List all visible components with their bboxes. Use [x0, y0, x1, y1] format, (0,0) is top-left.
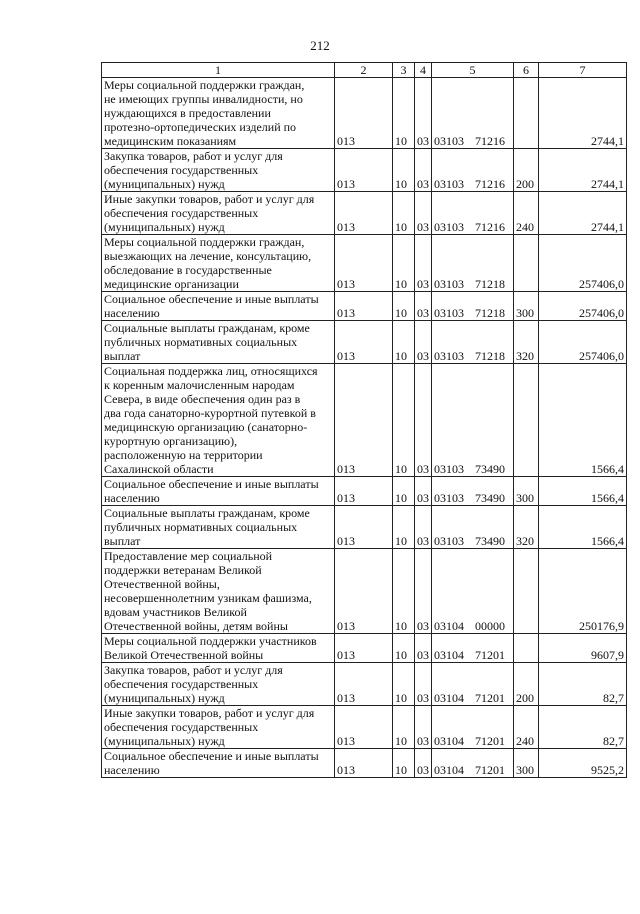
- table-row: [102, 749, 627, 778]
- table-row: [102, 663, 627, 706]
- section-code-cell: 10: [393, 663, 415, 706]
- table-row: [102, 634, 627, 663]
- grbs-code-cell: 013: [335, 292, 393, 321]
- header-cell: 3: [393, 63, 415, 78]
- grbs-code-cell: 013: [335, 78, 393, 149]
- table-row: [102, 477, 627, 506]
- subsection-code-cell: 03: [415, 634, 432, 663]
- expense-type-cell: 240: [514, 192, 539, 235]
- expense-name-cell: Социальное обеспечение и иные выплаты населению: [102, 749, 335, 778]
- table-row: [102, 706, 627, 749]
- amount-cell: 250176,9: [539, 549, 627, 634]
- subsection-code-cell: 03: [415, 292, 432, 321]
- subsection-code-cell: 03: [415, 78, 432, 149]
- expense-type-cell: [514, 78, 539, 149]
- amount-cell: 82,7: [539, 663, 627, 706]
- subsection-code-cell: 03: [415, 477, 432, 506]
- grbs-code-cell: 013: [335, 506, 393, 549]
- amount-cell: 9525,2: [539, 749, 627, 778]
- expense-name-cell: Социальные выплаты гражданам, кроме публичных нормативных социальных выплат: [102, 321, 335, 364]
- expense-type-cell: [514, 364, 539, 477]
- amount-cell: 257406,0: [539, 235, 627, 292]
- expense-type-cell: 320: [514, 506, 539, 549]
- expense-type-cell: 300: [514, 749, 539, 778]
- table-row: [102, 549, 627, 634]
- subsection-code-cell: 03: [415, 663, 432, 706]
- subsection-code-cell: 03: [415, 506, 432, 549]
- target-article-cell: 03103 71218: [432, 292, 514, 321]
- table-row: [102, 364, 627, 477]
- expense-type-cell: [514, 235, 539, 292]
- section-code-cell: 10: [393, 321, 415, 364]
- section-code-cell: 10: [393, 235, 415, 292]
- subsection-code-cell: 03: [415, 364, 432, 477]
- amount-cell: 257406,0: [539, 292, 627, 321]
- amount-cell: 2744,1: [539, 78, 627, 149]
- expense-name-cell: Социальное обеспечение и иные выплаты населению: [102, 292, 335, 321]
- table-row: [102, 149, 627, 192]
- expense-type-cell: 240: [514, 706, 539, 749]
- amount-cell: 1566,4: [539, 364, 627, 477]
- expense-type-cell: 300: [514, 477, 539, 506]
- target-article-cell: 03104 71201: [432, 706, 514, 749]
- expense-name-cell: Социальная поддержка лиц, относящихся к коренным малочисленным народам Севера, в виде обеспечения один раз в два года санаторно-курортной путевкой в медицинскую организацию (санаторно- курортную организацию), расположенную на территории Сахалинской области: [102, 364, 335, 477]
- target-article-cell: 03103 71216: [432, 78, 514, 149]
- section-code-cell: 10: [393, 749, 415, 778]
- table-row: [102, 321, 627, 364]
- expense-name-cell: Предоставление мер социальной поддержки ветеранам Великой Отечественной войны, несовершеннолетним узникам фашизма, вдовам участников Великой Отечественной войны, детям войны: [102, 549, 335, 634]
- subsection-code-cell: 03: [415, 149, 432, 192]
- header-cell: 6: [514, 63, 539, 78]
- section-code-cell: 10: [393, 292, 415, 321]
- section-code-cell: 10: [393, 149, 415, 192]
- header-cell: 2: [335, 63, 393, 78]
- grbs-code-cell: 013: [335, 149, 393, 192]
- grbs-code-cell: 013: [335, 749, 393, 778]
- grbs-code-cell: 013: [335, 192, 393, 235]
- amount-cell: 1566,4: [539, 506, 627, 549]
- target-article-cell: 03104 71201: [432, 663, 514, 706]
- expense-type-cell: 300: [514, 292, 539, 321]
- section-code-cell: 10: [393, 78, 415, 149]
- header-row: [102, 63, 627, 78]
- grbs-code-cell: 013: [335, 321, 393, 364]
- table-row: [102, 78, 627, 149]
- expense-name-cell: Социальные выплаты гражданам, кроме публичных нормативных социальных выплат: [102, 506, 335, 549]
- target-article-cell: 03103 73490: [432, 477, 514, 506]
- grbs-code-cell: 013: [335, 364, 393, 477]
- grbs-code-cell: 013: [335, 706, 393, 749]
- expense-type-cell: [514, 549, 539, 634]
- subsection-code-cell: 03: [415, 549, 432, 634]
- expense-name-cell: Иные закупки товаров, работ и услуг для обеспечения государственных (муниципальных) нужд: [102, 192, 335, 235]
- header-cell: 1: [102, 63, 335, 78]
- expense-type-cell: 200: [514, 149, 539, 192]
- target-article-cell: 03103 71218: [432, 235, 514, 292]
- subsection-code-cell: 03: [415, 706, 432, 749]
- header-cell: 7: [539, 63, 627, 78]
- page-number: 212: [310, 38, 330, 53]
- grbs-code-cell: 013: [335, 634, 393, 663]
- target-article-cell: 03103 73490: [432, 364, 514, 477]
- expense-name-cell: Меры социальной поддержки граждан, не имеющих группы инвалидности, но нуждающихся в предоставлении протезно-ортопедических изделий по медицинским показаниям: [102, 78, 335, 149]
- table-row: [102, 192, 627, 235]
- expense-type-cell: [514, 634, 539, 663]
- subsection-code-cell: 03: [415, 235, 432, 292]
- grbs-code-cell: 013: [335, 477, 393, 506]
- amount-cell: 2744,1: [539, 149, 627, 192]
- target-article-cell: 03103 71216: [432, 149, 514, 192]
- subsection-code-cell: 03: [415, 321, 432, 364]
- expense-name-cell: Закупка товаров, работ и услуг для обеспечения государственных (муниципальных) нужд: [102, 149, 335, 192]
- target-article-cell: 03104 71201: [432, 749, 514, 778]
- target-article-cell: 03103 71216: [432, 192, 514, 235]
- target-article-cell: 03103 71218: [432, 321, 514, 364]
- section-code-cell: 10: [393, 364, 415, 477]
- grbs-code-cell: 013: [335, 235, 393, 292]
- amount-cell: 82,7: [539, 706, 627, 749]
- grbs-code-cell: 013: [335, 549, 393, 634]
- target-article-cell: 03103 73490: [432, 506, 514, 549]
- target-article-cell: 03104 00000: [432, 549, 514, 634]
- table-row: [102, 292, 627, 321]
- expense-name-cell: Меры социальной поддержки участников Великой Отечественной войны: [102, 634, 335, 663]
- section-code-cell: 10: [393, 634, 415, 663]
- expense-name-cell: Закупка товаров, работ и услуг для обеспечения государственных (муниципальных) нужд: [102, 663, 335, 706]
- expense-name-cell: Социальное обеспечение и иные выплаты населению: [102, 477, 335, 506]
- amount-cell: 2744,1: [539, 192, 627, 235]
- header-cell: 4: [415, 63, 432, 78]
- section-code-cell: 10: [393, 706, 415, 749]
- section-code-cell: 10: [393, 549, 415, 634]
- expense-type-cell: 320: [514, 321, 539, 364]
- expense-name-cell: Иные закупки товаров, работ и услуг для обеспечения государственных (муниципальных) нужд: [102, 706, 335, 749]
- subsection-code-cell: 03: [415, 749, 432, 778]
- amount-cell: 1566,4: [539, 477, 627, 506]
- table-row: [102, 235, 627, 292]
- subsection-code-cell: 03: [415, 192, 432, 235]
- target-article-cell: 03104 71201: [432, 634, 514, 663]
- header-cell: 5: [432, 63, 514, 78]
- amount-cell: 257406,0: [539, 321, 627, 364]
- expense-name-cell: Меры социальной поддержки граждан, выезжающих на лечение, консультацию, обследование в государственные медицинские организации: [102, 235, 335, 292]
- section-code-cell: 10: [393, 192, 415, 235]
- table-row: [102, 506, 627, 549]
- amount-cell: 9607,9: [539, 634, 627, 663]
- expense-type-cell: 200: [514, 663, 539, 706]
- section-code-cell: 10: [393, 506, 415, 549]
- grbs-code-cell: 013: [335, 663, 393, 706]
- section-code-cell: 10: [393, 477, 415, 506]
- budget-table: [101, 62, 627, 778]
